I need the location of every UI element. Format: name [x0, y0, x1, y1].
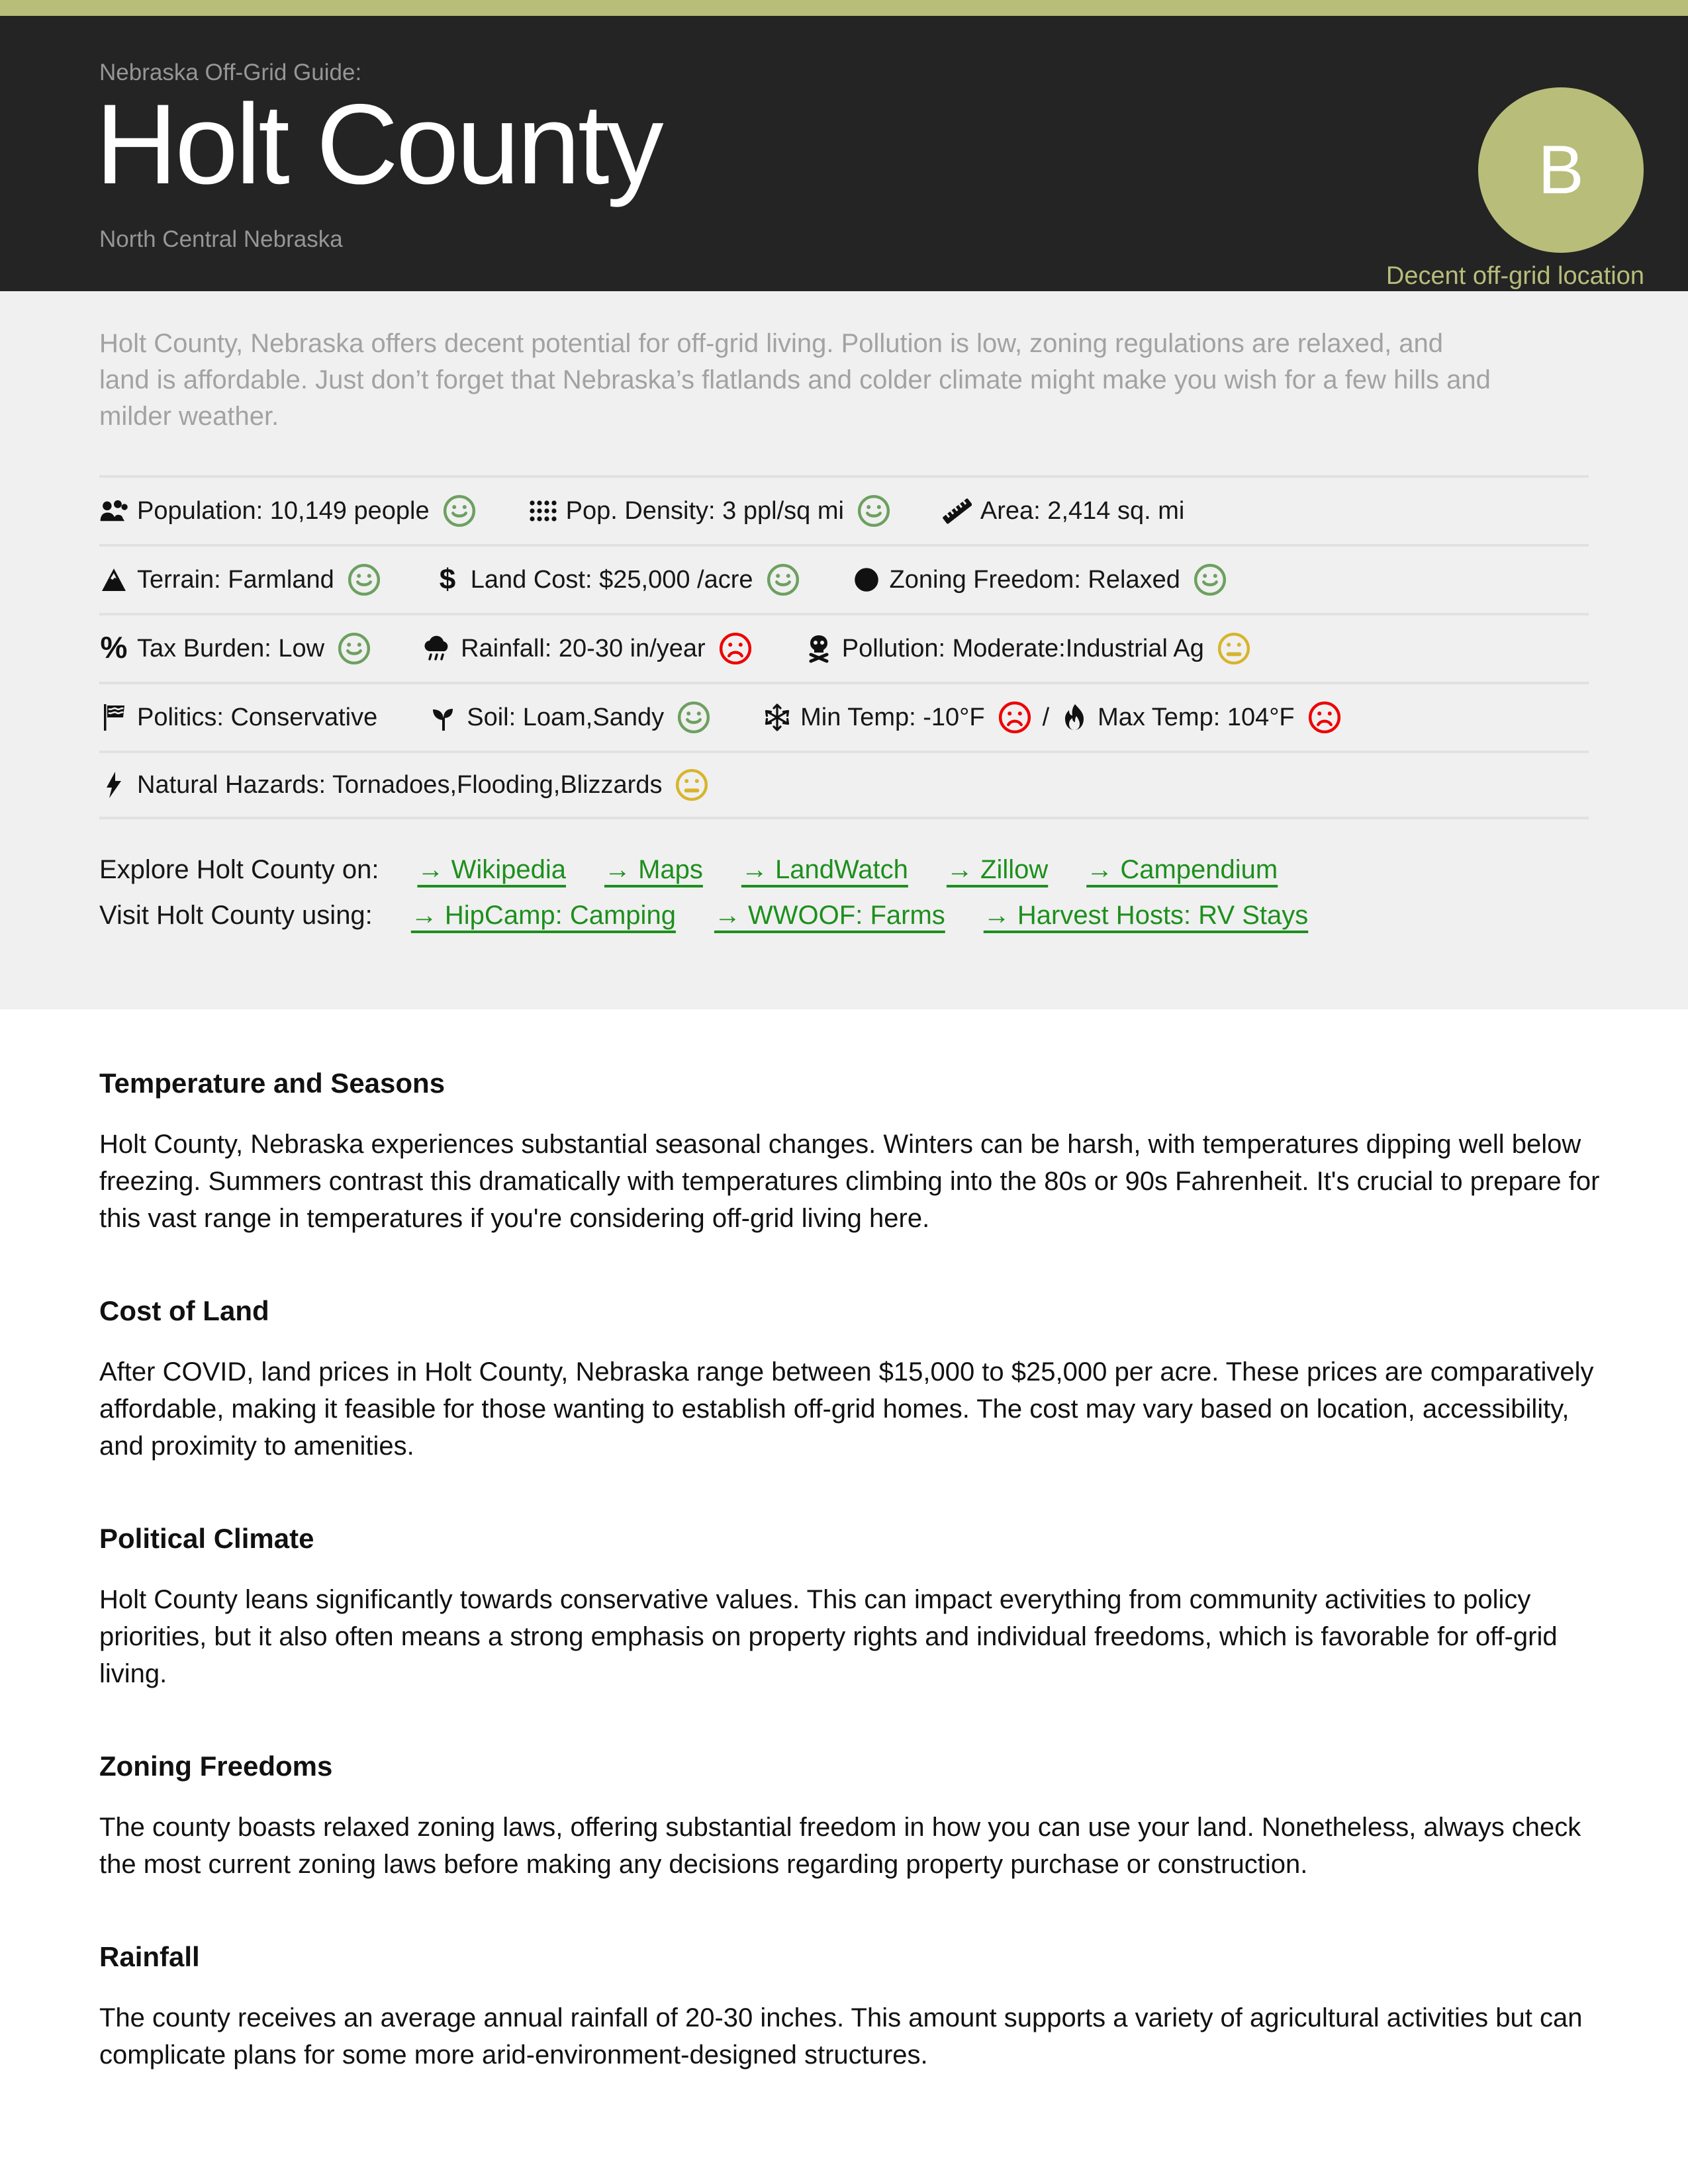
- stat-cell: [763, 700, 1031, 735]
- stat-cell: [528, 494, 891, 528]
- happy-face-icon: [1193, 563, 1227, 597]
- links-row-label: Explore Holt County on:: [99, 855, 379, 885]
- stats-row: [99, 751, 1589, 819]
- svg-text:%: %: [100, 634, 128, 664]
- links-row-label: Visit Holt County using:: [99, 901, 373, 931]
- stats-row: [99, 613, 1589, 682]
- grade-letter: B: [1538, 132, 1584, 208]
- stat-label: Population: 10,149 people: [137, 496, 430, 525]
- stat-cell: [99, 563, 381, 597]
- sad-face-icon: [718, 631, 753, 666]
- neutral-face-icon: [675, 768, 709, 802]
- dollar-icon: [433, 565, 462, 594]
- stat-label: Rainfall: 20-30 in/year: [461, 634, 706, 662]
- stat-cell: [943, 496, 1184, 525]
- people-icon: [99, 496, 128, 525]
- stat-label: Pollution: Moderate:Industrial Ag: [841, 634, 1204, 662]
- region-subtitle: North Central Nebraska: [99, 226, 343, 252]
- happy-face-icon: [337, 631, 371, 666]
- happy-face-icon: [766, 563, 800, 597]
- sad-face-icon: [1307, 700, 1342, 735]
- min-max-temp-group: [763, 700, 1342, 735]
- stats-row: [99, 682, 1589, 751]
- bolt-icon: [99, 770, 128, 799]
- svg-text:$: $: [439, 565, 456, 595]
- stat-label: Natural Hazards: Tornadoes,Flooding,Blizzards: [137, 770, 663, 799]
- link-campendium[interactable]: → Campendium: [1086, 855, 1278, 885]
- links-row: [99, 855, 1589, 885]
- link-maps[interactable]: → Maps: [604, 855, 703, 885]
- seedling-icon: [429, 703, 458, 732]
- stats-row: [99, 544, 1589, 613]
- stat-label: Min Temp: -10°F: [800, 703, 985, 731]
- stat-label: Zoning Freedom: Relaxed: [889, 565, 1180, 594]
- stat-cell: [429, 700, 711, 735]
- links-row: [99, 901, 1589, 931]
- stat-cell: [1060, 700, 1342, 735]
- happy-face-icon: [677, 700, 711, 735]
- page-title: Holt County: [95, 81, 661, 208]
- section-heading: Cost of Land: [99, 1295, 269, 1326]
- stat-cell: [99, 703, 377, 732]
- section-paragraph: Holt County leans significantly towards conservative values. This can impact everything from community activities to policy priorities, but it also often means a strong emphasis on property rights and individual freedoms, which is favorable for off-grid living.: [99, 1585, 1558, 1688]
- stat-separator: /: [1042, 703, 1050, 731]
- stat-cell: [804, 631, 1251, 666]
- link-harvest-hosts-rv-stays[interactable]: → Harvest Hosts: RV Stays: [983, 901, 1309, 931]
- stat-label: Terrain: Farmland: [137, 565, 334, 594]
- section-heading: Temperature and Seasons: [99, 1068, 445, 1099]
- happy-face-icon: [442, 494, 477, 528]
- stat-cell: [433, 563, 800, 597]
- stat-cell: [99, 494, 477, 528]
- stat-label: Politics: Conservative: [137, 703, 378, 731]
- article-section: [99, 1068, 1600, 1237]
- external-links: [99, 855, 1589, 931]
- stat-label: Max Temp: 104°F: [1098, 703, 1295, 731]
- stat-cell: [852, 563, 1227, 597]
- section-paragraph: The county boasts relaxed zoning laws, offering substantial freedom in how you can use your land. Nonetheless, always check the most current zoning laws before making any decisions regarding property purchase or construction.: [99, 1813, 1581, 1879]
- grade-badge: [1478, 87, 1644, 253]
- section-heading: Zoning Freedoms: [99, 1751, 333, 1782]
- summary-panel: [0, 291, 1688, 1009]
- stat-label: Land Cost: $25,000 /acre: [470, 565, 753, 594]
- summary-text: Holt County, Nebraska offers decent potential for off-grid living. Pollution is low, zoning regulations are relaxed, and land is affordable. Just don’t forget that Nebraska’s flatlands and colder climate might make you wish for a few hills and milder weather.: [99, 329, 1491, 431]
- link-wwoof-farms[interactable]: → WWOOF: Farms: [714, 901, 945, 931]
- section-heading: Political Climate: [99, 1523, 314, 1554]
- neutral-face-icon: [1217, 631, 1251, 666]
- link-wikipedia[interactable]: → Wikipedia: [417, 855, 566, 885]
- fire-icon: [1060, 703, 1089, 732]
- grade-caption: Decent off-grid location: [1385, 262, 1644, 290]
- link-landwatch[interactable]: → LandWatch: [741, 855, 908, 885]
- no-entry-icon: [852, 565, 881, 594]
- article-body: [0, 1068, 1688, 2073]
- density-icon: [528, 496, 557, 525]
- article-section: [99, 1295, 1594, 1465]
- section-paragraph: The county receives an average annual rainfall of 20-30 inches. This amount supports a variety of agricultural activities but can complicate plans for some more arid-environment-designed structures.: [99, 2003, 1583, 2070]
- stat-label: Area: 2,414 sq. mi: [980, 496, 1185, 525]
- stat-cell-composite: [763, 700, 1342, 735]
- section-paragraph: Holt County, Nebraska experiences substantial seasonal changes. Winters can be harsh, with temperatures dipping well below freezing. Summers contrast this dramatically with temperatures climbing into the 80s or 90s Fahrenheit. It's crucial to prepare for this vast range in temperatures if you're considering off-grid living here.: [99, 1130, 1600, 1233]
- stats-table: [99, 475, 1589, 819]
- ruler-icon: [943, 496, 972, 525]
- sad-face-icon: [998, 700, 1032, 735]
- happy-face-icon: [857, 494, 891, 528]
- snowflake-icon: [763, 703, 792, 732]
- stats-row: [99, 475, 1589, 544]
- stat-cell: [99, 768, 709, 802]
- link-zillow[interactable]: → Zillow: [946, 855, 1049, 885]
- article-section: [99, 1751, 1589, 1883]
- section-heading: Rainfall: [99, 1941, 200, 1972]
- stat-label: Tax Burden: Low: [137, 634, 325, 662]
- top-accent-bar: [0, 0, 1688, 16]
- stat-label: Soil: Loam,Sandy: [467, 703, 665, 731]
- percent-icon: [99, 634, 128, 663]
- article-section: [99, 1523, 1589, 1692]
- page-header: [0, 16, 1688, 291]
- happy-face-icon: [347, 563, 381, 597]
- stat-cell: [423, 631, 753, 666]
- stat-cell: [99, 631, 371, 666]
- skull-icon: [804, 634, 833, 663]
- mountain-icon: [99, 565, 128, 594]
- section-paragraph: After COVID, land prices in Holt County, Nebraska range between $15,000 to $25,000 per acre. These prices are comparatively affordable, making it feasible for those wanting to establish off-grid homes. The cost may vary based on location, accessibility, and proximity to amenities.: [99, 1357, 1594, 1461]
- rain-icon: [423, 634, 452, 663]
- link-hipcamp-camping[interactable]: → HipCamp: Camping: [410, 901, 676, 931]
- stat-label: Pop. Density: 3 ppl/sq mi: [565, 496, 844, 525]
- article-section: [99, 1941, 1589, 2073]
- flag-icon: [99, 703, 128, 732]
- guide-eyebrow: Nebraska Off-Grid Guide:: [99, 60, 362, 85]
